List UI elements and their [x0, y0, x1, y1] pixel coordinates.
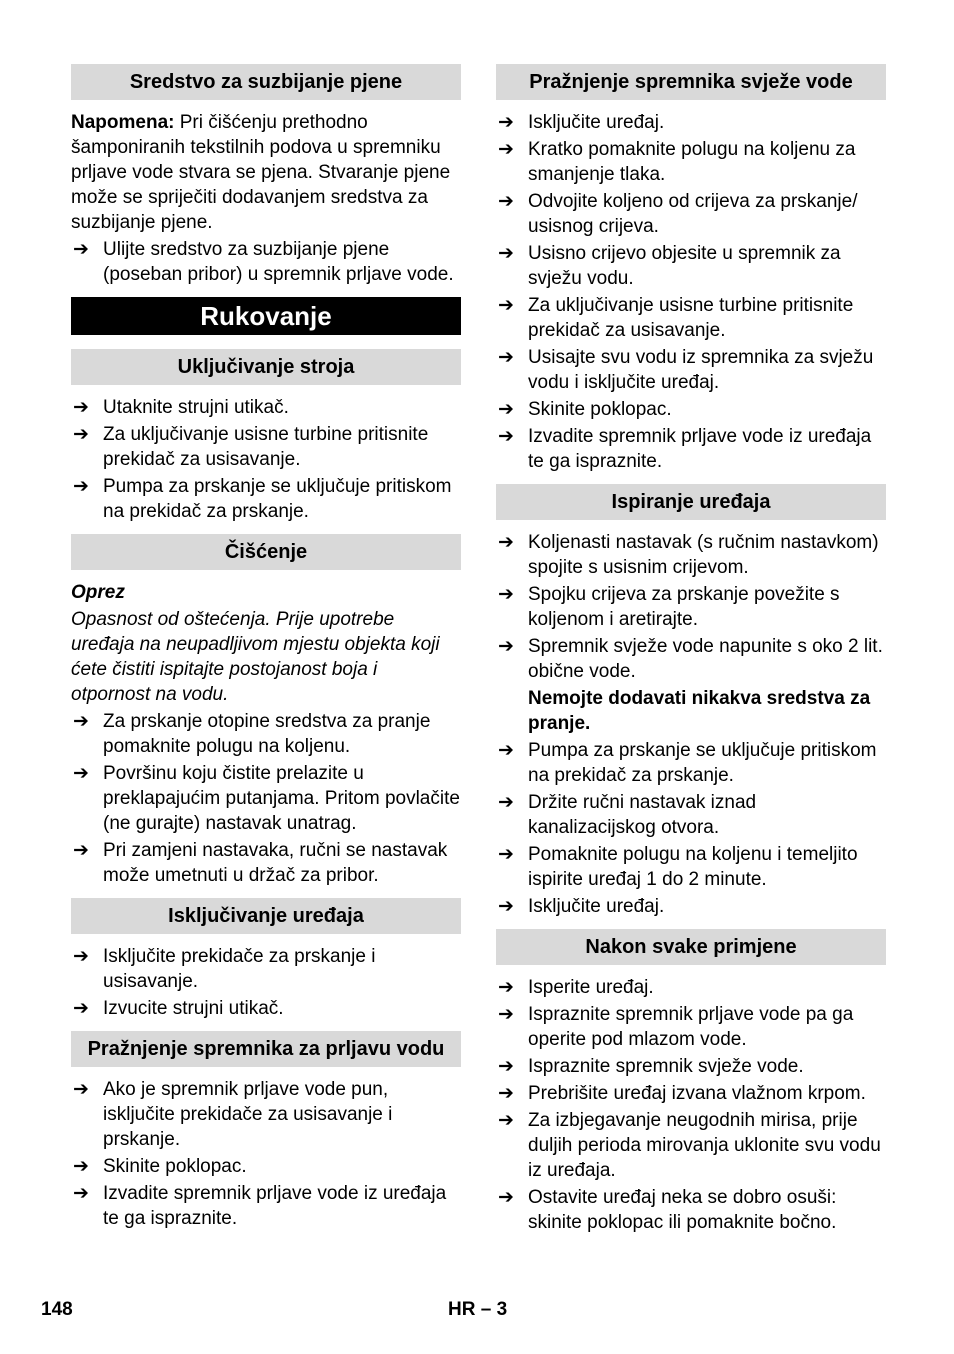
section-heading: Pražnjenje spremnika za prljavu vodu: [71, 1031, 461, 1067]
list-item-text: Pomaknite polugu na koljenu i temeljito ispirite uređaj 1 do 2 minute.: [528, 844, 858, 890]
list-item: [496, 1054, 886, 1079]
list-item-text: Isključite uređaj.: [528, 112, 665, 133]
arrow-icon: ➔: [73, 1156, 89, 1177]
arrow-icon: ➔: [498, 1056, 514, 1077]
list-item: [71, 838, 461, 888]
arrow-icon: ➔: [73, 840, 89, 861]
arrow-icon: ➔: [498, 1083, 514, 1104]
list-item-text: Usisno crijevo objesite u spremnik za svježu vodu.: [528, 243, 841, 289]
arrow-icon: ➔: [498, 1187, 514, 1208]
list-item: [496, 582, 886, 632]
arrow-icon: ➔: [498, 532, 514, 553]
list-item-text: Ostavite uređaj neka se dobro osuši: skinite poklopac ili pomaknite bočno.: [528, 1187, 837, 1233]
list-item-text: Pumpa za prskanje se uključuje pritiskom na prekidač za prskanje.: [103, 476, 452, 522]
right-column: [496, 64, 886, 1237]
arrow-icon: ➔: [73, 424, 89, 445]
list-item-text: Koljenasti nastavak (s ručnim nastavkom) spojite s usisnim crijevom.: [528, 532, 879, 578]
caution-text: Opasnost od oštećenja. Prije upotrebe uređaja na neupadljivom mjestu objekta koji ćete čistiti ispitajte postojanost boja i otpornost na vodu.: [71, 609, 440, 705]
arrow-icon: ➔: [498, 243, 514, 264]
list-item: [71, 422, 461, 472]
arrow-icon: ➔: [73, 239, 89, 260]
list-item: [496, 894, 886, 919]
arrow-icon: ➔: [498, 844, 514, 865]
note-text: Pri čišćenju prethodno šamponiranih tekstilnih podova u spremniku prljave vode stvara se pjena. Stvaranje pjene može se spriječiti dodavanjem sredstva za suzbijanje pjene.: [71, 112, 451, 233]
arrow-icon: ➔: [73, 998, 89, 1019]
list-item-text: Za uključivanje usisne turbine pritisnite prekidač za usisavanje.: [528, 295, 854, 341]
arrow-icon: ➔: [73, 1183, 89, 1204]
list-item-text: Za izbjegavanje neugodnih mirisa, prije duljih perioda mirovanja uklonite svu vodu iz uređaja.: [528, 1110, 881, 1181]
arrow-icon: ➔: [498, 740, 514, 761]
list-item-text: Pri zamjeni nastavaka, ručni se nastavak može umetnuti u držač za pribor.: [103, 840, 448, 886]
list-item-text: Spremnik svježe vode napunite s oko 2 lit. obične vode.: [528, 636, 883, 682]
list-item-text: Ako je spremnik prljave vode pun, isključite prekidače za usisavanje i prskanje.: [103, 1079, 393, 1150]
note-paragraph: [71, 110, 461, 235]
arrow-icon: ➔: [498, 139, 514, 160]
list-item-text: Utaknite strujni utikač.: [103, 397, 289, 418]
list-item-text: Kratko pomaknite polugu na koljenu za smanjenje tlaka.: [528, 139, 856, 185]
list-item: [496, 1081, 886, 1106]
list-item: [496, 345, 886, 395]
list-item-text: Izvadite spremnik prljave vode iz uređaja te ga ispraznite.: [528, 426, 872, 472]
list-item: [496, 397, 886, 422]
list-item-text: Ispraznite spremnik prljave vode pa ga operite pod mlazom vode.: [528, 1004, 854, 1050]
section-heading: Ispiranje uređaja: [496, 484, 886, 520]
list-item: [71, 1077, 461, 1152]
arrow-icon: ➔: [498, 295, 514, 316]
arrow-icon: ➔: [498, 399, 514, 420]
list-item-text: Izvadite spremnik prljave vode iz uređaja te ga ispraznite.: [103, 1183, 447, 1229]
list-item-text: Za prskanje otopine sredstva za pranje pomaknite polugu na koljenu.: [103, 711, 431, 757]
list-item-text: Isključite prekidače za prskanje i usisavanje.: [103, 946, 376, 992]
list-item-text: Držite ručni nastavak iznad kanalizacijskog otvora.: [528, 792, 757, 838]
page-number: 148: [41, 1299, 73, 1320]
list-item: [71, 474, 461, 524]
section-heading: Isključivanje uređaja: [71, 898, 461, 934]
list-item: [496, 842, 886, 892]
list-item: [71, 761, 461, 836]
list-item-text: Skinite poklopac.: [528, 399, 672, 420]
bold-note: Nemojte dodavati nikakva sredstva za pranje.: [528, 688, 871, 734]
arrow-icon: ➔: [73, 946, 89, 967]
list-item-text: Izvucite strujni utikač.: [103, 998, 284, 1019]
arrow-icon: ➔: [498, 792, 514, 813]
list-item: [71, 1154, 461, 1179]
list-item: [496, 530, 886, 580]
list-item: [71, 237, 461, 287]
arrow-icon: ➔: [498, 347, 514, 368]
list-item: [496, 790, 886, 840]
list-item-text: Skinite poklopac.: [103, 1156, 247, 1177]
section-heading: Nakon svake primjene: [496, 929, 886, 965]
list-item-text: Usisajte svu vodu iz spremnika za svježu vodu i isključite uređaj.: [528, 347, 874, 393]
arrow-icon: ➔: [73, 1079, 89, 1100]
section-heading: Uključivanje stroja: [71, 349, 461, 385]
section-heading: Sredstvo za suzbijanje pjene: [71, 64, 461, 100]
list-item: [71, 996, 461, 1021]
list-item: [496, 293, 886, 343]
list-item-text: Za uključivanje usisne turbine pritisnite prekidač za usisavanje.: [103, 424, 429, 470]
list-item-text: Odvojite koljeno od crijeva za prskanje/ usisnog crijeva.: [528, 191, 858, 237]
list-item-text: Isključite uređaj.: [528, 896, 665, 917]
arrow-icon: ➔: [498, 112, 514, 133]
list-item-text: Isperite uređaj.: [528, 977, 654, 998]
arrow-icon: ➔: [498, 1004, 514, 1025]
list-item-text: Spojku crijeva za prskanje povežite s koljenom i aretirajte.: [528, 584, 840, 630]
note-label: Napomena:: [71, 112, 175, 133]
list-item-text: Pumpa za prskanje se uključuje pritiskom na prekidač za prskanje.: [528, 740, 877, 786]
section-heading: Čišćenje: [71, 534, 461, 570]
list-item: [71, 944, 461, 994]
list-item: [496, 424, 886, 474]
arrow-icon: ➔: [498, 1110, 514, 1131]
arrow-icon: ➔: [498, 426, 514, 447]
arrow-icon: ➔: [73, 397, 89, 418]
caution-label: Oprez: [71, 582, 125, 603]
main-heading: Rukovanje: [71, 297, 461, 335]
arrow-icon: ➔: [498, 977, 514, 998]
list-item-text: Prebrišite uređaj izvana vlažnom krpom.: [528, 1083, 866, 1104]
arrow-icon: ➔: [73, 711, 89, 732]
list-item: [496, 1002, 886, 1052]
list-item: [496, 110, 886, 135]
list-item: [496, 1108, 886, 1183]
list-item: [496, 975, 886, 1000]
arrow-icon: ➔: [498, 896, 514, 917]
list-item-text: Ispraznite spremnik svježe vode.: [528, 1056, 804, 1077]
list-item-text: Ulijte sredstvo za suzbijanje pjene (poseban pribor) u spremnik prljave vode.: [103, 239, 454, 285]
arrow-icon: ➔: [498, 584, 514, 605]
arrow-icon: ➔: [73, 763, 89, 784]
arrow-icon: ➔: [73, 476, 89, 497]
list-item: [71, 395, 461, 420]
arrow-icon: ➔: [498, 636, 514, 657]
list-item: [71, 709, 461, 759]
arrow-icon: ➔: [498, 191, 514, 212]
list-item: [496, 137, 886, 187]
list-item: [496, 1185, 886, 1235]
list-item: [496, 241, 886, 291]
list-item: [71, 1181, 461, 1231]
section-heading: Pražnjenje spremnika svježe vode: [496, 64, 886, 100]
list-item: [496, 738, 886, 788]
language-page-label: HR – 3: [448, 1299, 508, 1320]
left-column: [71, 64, 461, 1233]
list-item: [496, 189, 886, 239]
list-item: [496, 634, 886, 684]
list-item-text: Površinu koju čistite prelazite u preklapajućim putanjama. Pritom povlačite (ne gurajte) nastavak unatrag.: [103, 763, 460, 834]
